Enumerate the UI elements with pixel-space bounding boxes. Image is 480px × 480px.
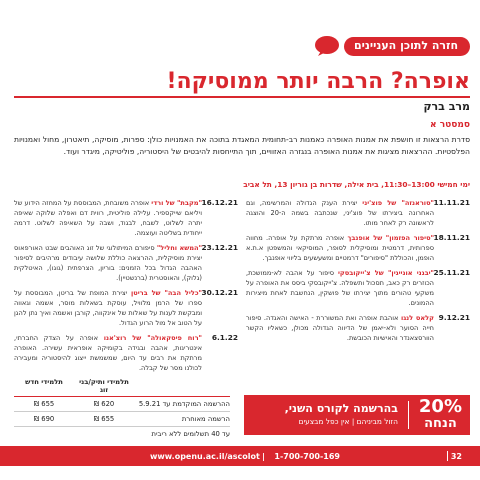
semester-label: סמסטר א — [430, 120, 470, 130]
header-returning-students: תלמידי ותיק/בני זוג — [79, 378, 129, 394]
price-table-header — [14, 376, 230, 397]
lecture-title: "המשא וחליל" — [156, 244, 203, 252]
lecture-title: "סוראנזה" של פוצ'יני — [362, 199, 434, 207]
price-cell: 655 ₪ — [93, 415, 115, 423]
lecture-description: אוהבת אופרה ואת המשוררת - האישה והאגדה. סיפור חייה הסוער ולא-יאמן של הדיווה הגדולה מכולן, כשאליו הקשר הוורסצאנדר והאישיות הכובשת. — [246, 314, 434, 342]
lecture-item — [246, 268, 470, 308]
discount-headline: בהרשמה לקורס השני, — [284, 402, 398, 415]
price-cell: 690 ₪ — [33, 415, 55, 423]
lecture-title: "יבגני אונייגין" של צ'ייקובסקי — [337, 269, 434, 277]
speech-bubble-icon — [314, 35, 340, 57]
title-divider — [14, 96, 470, 98]
table-row — [14, 397, 230, 412]
lecture-item — [246, 233, 470, 263]
back-to-contents-button[interactable] — [314, 36, 470, 56]
price-row-label: הרשמה מאוחרת — [181, 415, 230, 423]
lecture-date: 6.1.22 — [211, 333, 238, 342]
lecturer-name: מרב ברק — [423, 100, 470, 113]
lecture-item — [14, 243, 238, 283]
page-footer — [0, 446, 480, 466]
table-row — [14, 412, 230, 427]
discount-divider — [408, 401, 409, 429]
discount-percent: 20% — [418, 396, 462, 417]
discount-word: הנחה — [424, 416, 457, 431]
lecture-column-left — [14, 198, 238, 372]
lecture-date: 30.12.21 — [201, 288, 238, 297]
price-cell: 655 ₪ — [33, 400, 55, 408]
lecture-date: 18.11.21 — [433, 233, 470, 242]
lecture-date: 11.11.21 — [433, 198, 470, 207]
footer-website-link[interactable]: www.openu.ac.il/ascolot — [150, 451, 260, 461]
lecture-date: 9.12.21 — [438, 313, 470, 322]
page-number: 32 — [450, 451, 462, 461]
lecture-item — [246, 198, 470, 228]
lecture-description: סיפור על אהבה לא-ממושכת, הכוזרים רק כאב, תסכול ותשפלה. צ'ייקובסקי ביסס את האופרה על משקעי טהורים מתוך יצירתו של פושקין, הנחשבת לאחת מיצירות ההמונים. — [246, 269, 434, 307]
lecture-title: "מקבת" של ורדי — [151, 199, 203, 207]
lecture-description: אופרה על הצדק החברתי, אינטריגות, אהבה ובגידה בקומיקה אופראית עשירה. האופרה מרתקת את רבים עד היום, שמשמשת ייצוג להיסטוריה ומעבירה לכולנו מסר של קבלה. — [14, 334, 202, 372]
back-to-contents-label[interactable]: חזרה לתוכן העניינים — [344, 37, 470, 56]
footer-separator: | — [262, 451, 265, 461]
page-title: אופרה? הרבה יותר ממוסיקה! — [166, 69, 470, 94]
lecture-title: "כליל הבה" של בריטן — [130, 289, 202, 297]
lecture-description: אופרה מרתקת על אופרה. מחווה ספרותית, דרמטית ומוסיקלית לסופר, המוסיקאי והמשפטן א.ת.א הופמן, והכוללת "סיפורים" דרמטיים ומשעשעים בליווי אופנבך. — [246, 234, 434, 262]
price-row-label: ההרשמה המוקדמת עד 5.9.21 — [138, 400, 230, 408]
lecture-date: 25.11.21 — [433, 268, 470, 277]
lecture-description: סיפורם המיתולוגי של זוג האוהבים שבט האורפאוס יצירת מוסיקלית, ההרצאה כוללת שלושה עיבודים מרהיבים לסיפור האהבה הגדול בכל הזמנים: בוריון, הצרפתית (גוגו), האיטלקית (גלוק), והאוסטרית (ברנשטיין). — [14, 244, 202, 282]
lecture-item — [246, 313, 470, 343]
lecture-description: יצירת המופת של בריטן, המבוססת על ספרו של הרמן מלוויל, עוסקת בשאלות מוסר, אשמה וגאווה ומבקשת לענות על שאלות של אינקווה, קורבן ואשמה ואיך נתן להגן על הטוב אל מול הרוע הגדול. — [14, 289, 202, 327]
footer-divider — [447, 451, 448, 461]
lecture-date: 23.12.21 — [201, 243, 238, 252]
price-table — [14, 376, 230, 438]
discount-terms: הזול מביניהם | אין כפל מבצעים — [298, 417, 398, 426]
lecture-title: קלאס לנגו — [400, 314, 434, 322]
lecture-description: אופרה משובחת, המבוססת על המחזה הידוע של ויליאם שייקספיר. עלילה פוליטית, רווית דם ואפלה שלוקה שאיפה יתרה לשלוט, לשבח, לבגוד, ושבה על השאיפה לשלוט. דרמה ייחודית בשליטה ועוצמה. — [14, 199, 202, 237]
course-description: סדרת הרצאות זו חושפת את אמנות האופרה כאמנות רב-תחומית המאגדת בתוכה את האמנויות כולן: ספרות, מוסיקה, תיאטרון, מחול ואמנויות הפלסטיות. ההרצאות מציגות את אמנות האופרה בנגזרה האזוויים, תוך התייחסות להיבטים של היסטוריה, פוליטיקה, מיגדר ועוד. — [14, 135, 470, 156]
price-cell: 620 ₪ — [93, 400, 115, 408]
lecture-list — [14, 198, 470, 372]
lecture-item — [14, 333, 238, 373]
lecture-title: "רוח פיסקאולה" של רוצ'אנו — [103, 334, 202, 342]
header-new-students: תלמידי חדש — [25, 378, 63, 386]
lecture-column-right — [246, 198, 470, 366]
schedule-info: ימי חמישי 13:00–11:30, בית אילה, שדרות בן גוריון 13, תל אביב — [243, 180, 470, 189]
payments-note: עד 40 תשלומים ללא ריבית — [151, 430, 230, 438]
lecture-description: יצירת הענק הגדולה והמרשימה, וגם האחרונה ביצירתו של פוצ'יני, שנכתבה בשמה ה-20 והוצגה לראשונה רק לאחר מותו. — [246, 199, 435, 227]
discount-banner — [244, 395, 470, 435]
lecture-title: "סיפור הפזמון" של אופנבך — [347, 234, 435, 242]
lecture-item — [14, 288, 238, 328]
footer-phone[interactable]: 1-700-700-169 — [274, 451, 340, 461]
lecture-item — [14, 198, 238, 238]
lecture-date: 16.12.21 — [201, 198, 238, 207]
discount-badge — [419, 398, 462, 432]
